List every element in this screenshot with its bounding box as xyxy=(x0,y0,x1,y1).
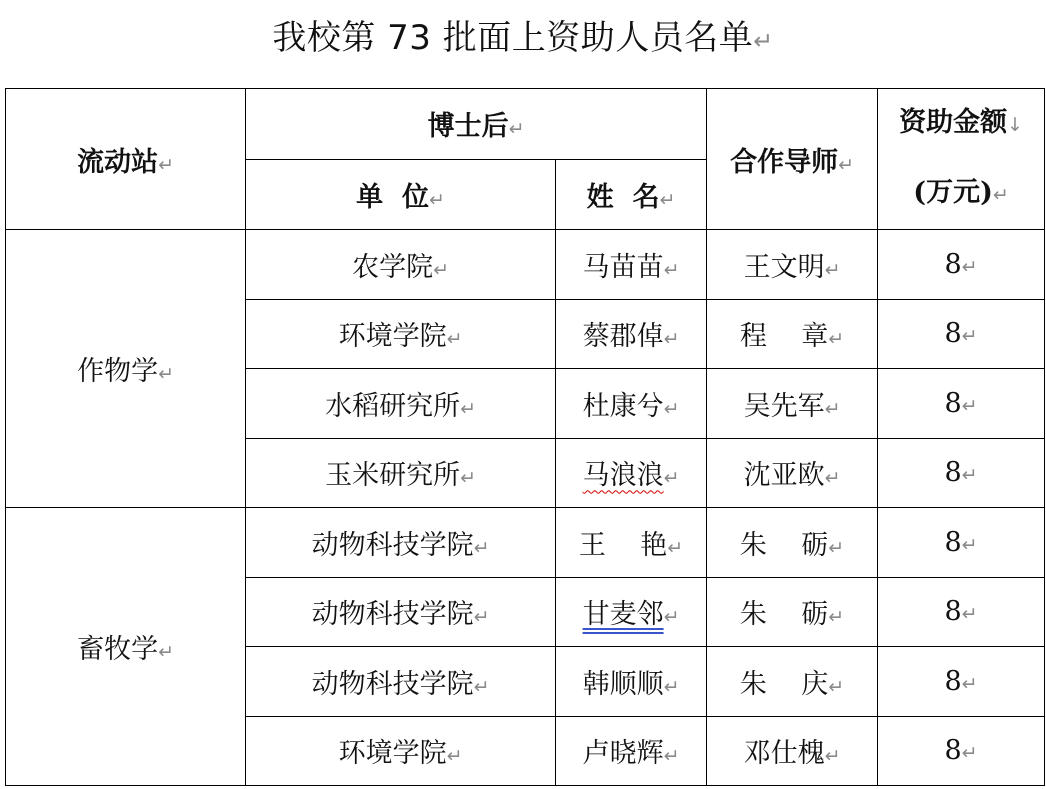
table-row xyxy=(6,508,1045,578)
header-station: 流动站↵ xyxy=(6,89,246,230)
unit-cell: 环境学院↵ xyxy=(246,716,556,786)
advisor-cell: 朱 庆↵ xyxy=(707,647,878,717)
amount-cell: 8↵ xyxy=(878,716,1045,786)
unit-cell: 玉米研究所↵ xyxy=(246,438,556,508)
advisor-cell: 朱 砺↵ xyxy=(707,508,878,578)
name-cell: 卢晓辉↵ xyxy=(556,716,707,786)
advisor-cell: 沈亚欧↵ xyxy=(707,438,878,508)
name-cell: 马苗苗↵ xyxy=(556,230,707,300)
amount-cell: 8↵ xyxy=(878,438,1045,508)
advisor-cell: 程 章↵ xyxy=(707,299,878,369)
header-advisor: 合作导师↵ xyxy=(707,89,878,230)
table-row xyxy=(6,230,1045,300)
amount-cell: 8↵ xyxy=(878,230,1045,300)
funding-table xyxy=(5,88,1045,786)
advisor-cell: 王文明↵ xyxy=(707,230,878,300)
header-amount: 资助金额↓ (万元)↵ xyxy=(878,89,1045,230)
name-cell: 王 艳↵ xyxy=(556,508,707,578)
header-name: 姓 名↵ xyxy=(556,159,707,230)
paragraph-mark: ↵ xyxy=(753,27,774,55)
spellcheck-underline: 马浪浪 xyxy=(582,460,664,492)
amount-cell: 8↵ xyxy=(878,508,1045,578)
station-cell: 作物学↵ xyxy=(6,230,246,508)
unit-cell: 农学院↵ xyxy=(246,230,556,300)
advisor-cell: 朱 砺↵ xyxy=(707,577,878,647)
advisor-cell: 吴先军↵ xyxy=(707,369,878,439)
header-postdoc: 博士后↵ xyxy=(246,89,707,160)
advisor-cell: 邓仕槐↵ xyxy=(707,716,878,786)
header-row xyxy=(6,89,1045,160)
amount-cell: 8↵ xyxy=(878,577,1045,647)
unit-cell: 环境学院↵ xyxy=(246,299,556,369)
document-title xyxy=(0,14,1046,65)
unit-cell: 动物科技学院↵ xyxy=(246,647,556,717)
header-unit: 单 位↵ xyxy=(246,159,556,230)
unit-cell: 动物科技学院↵ xyxy=(246,577,556,647)
name-cell: 韩顺顺↵ xyxy=(556,647,707,717)
name-cell: 甘麦邻↵ xyxy=(556,577,707,647)
title-text: 我校第 73 批面上资助人员名单 xyxy=(272,18,754,58)
unit-cell: 水稻研究所↵ xyxy=(246,369,556,439)
grammar-underline: 甘麦邻 xyxy=(582,599,664,631)
amount-cell: 8↵ xyxy=(878,369,1045,439)
name-cell: 马浪浪↵ xyxy=(556,438,707,508)
amount-cell: 8↵ xyxy=(878,299,1045,369)
name-cell: 杜康兮↵ xyxy=(556,369,707,439)
name-cell: 蔡郡倬↵ xyxy=(556,299,707,369)
station-cell: 畜牧学↵ xyxy=(6,508,246,786)
amount-cell: 8↵ xyxy=(878,647,1045,717)
unit-cell: 动物科技学院↵ xyxy=(246,508,556,578)
